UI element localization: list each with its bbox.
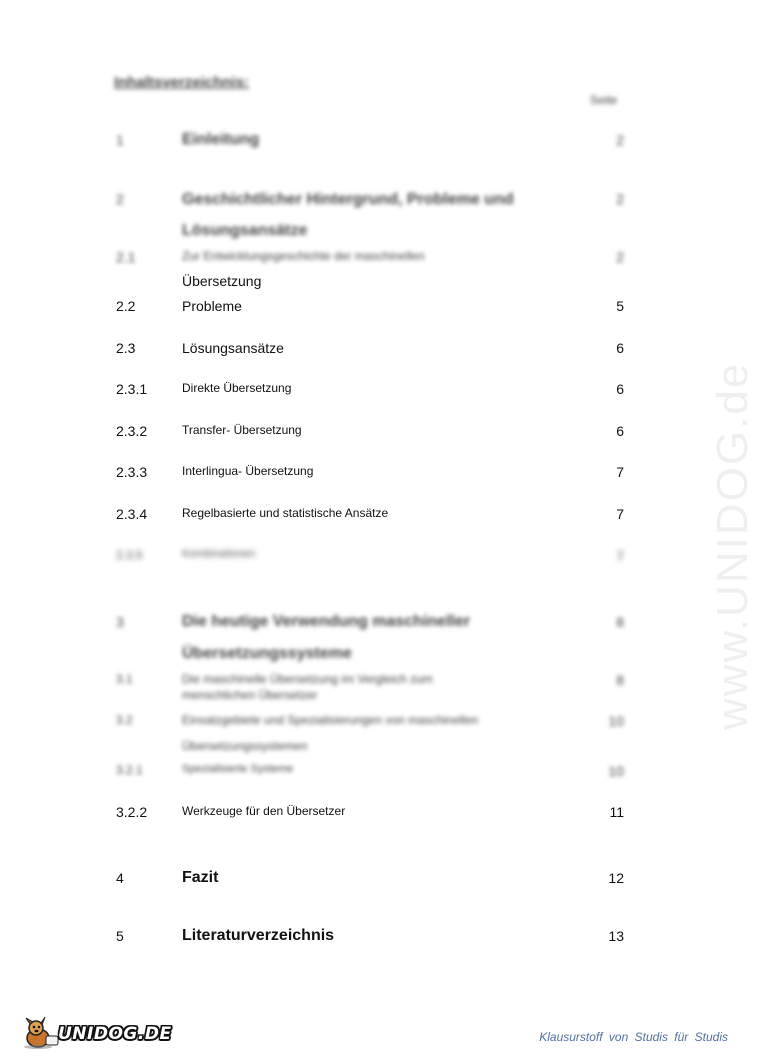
entry-page: 7 — [616, 464, 624, 480]
entry-page: 8 — [616, 614, 624, 630]
entry-number: 3.2.2 — [116, 804, 148, 820]
entry-page: 7 — [616, 506, 624, 522]
toc-title: Inhaltsverzeichnis: — [114, 74, 250, 91]
entry-page: 2 — [616, 191, 624, 207]
entry-title: Spezialisierte Systeme — [182, 763, 294, 775]
dog-icon — [22, 1016, 62, 1050]
entry-number: 5 — [116, 928, 124, 944]
entry-title-line1: Einsatzgebiete und Spezialisierungen von maschinellen — [182, 713, 479, 727]
entry-page: 6 — [616, 340, 624, 356]
entry-number: 4 — [116, 870, 124, 886]
entry-page: 10 — [608, 713, 624, 729]
entry-number: 1 — [116, 132, 124, 148]
entry-number: 2.2 — [116, 298, 136, 314]
entry-title: Transfer- Übersetzung — [182, 423, 302, 437]
entry-number: 2.3.3 — [116, 464, 148, 480]
entry-number: 3.2.1 — [116, 763, 143, 777]
entry-page: 5 — [616, 298, 624, 314]
entry-page: 8 — [616, 672, 624, 688]
entry-page: 6 — [616, 423, 624, 439]
entry-title: Regelbasierte und statistische Ansätze — [182, 506, 389, 520]
unidog-logo[interactable] — [22, 1016, 172, 1050]
entry-number: 3.1 — [116, 672, 133, 686]
entry-page: 12 — [608, 870, 624, 886]
entry-page: 13 — [608, 928, 624, 944]
footer-slogan: Klausurstoff von Studis für Studis — [539, 1030, 728, 1044]
entry-page: 6 — [616, 381, 624, 397]
entry-title-line2: Übersetzung — [182, 273, 262, 289]
entry-page: 11 — [609, 804, 624, 820]
entry-title: Literaturverzeichnis — [182, 927, 335, 944]
entry-title: Direkte Übersetzung — [182, 381, 292, 395]
entry-title-line1: Zur Entwicklungsgeschichte der maschinellen — [182, 249, 425, 263]
entry-title: Probleme — [182, 298, 242, 314]
entry-number: 3 — [116, 614, 124, 630]
entry-page: 10 — [608, 763, 624, 779]
entry-title-line2: Übersetzungssysteme — [182, 645, 352, 662]
entry-number: 2.1 — [116, 249, 136, 265]
entry-page: 2 — [616, 132, 624, 148]
entry-number: 2.3.2 — [116, 423, 148, 439]
entry-title: Lösungsansätze — [182, 340, 284, 356]
page-column-header: Seite — [590, 93, 618, 107]
entry-title-line1: Die heutige Verwendung maschineller — [182, 613, 471, 630]
logo-text: UNIDOG.DE — [58, 1024, 172, 1044]
entry-number: 2.3.5 — [116, 548, 143, 562]
entry-number: 2.3.4 — [116, 506, 148, 522]
entry-title-line2: Lösungsansätze — [182, 222, 308, 239]
entry-title: Kombinationen — [182, 548, 256, 560]
entry-page: 7 — [616, 548, 624, 564]
watermark: www.UNIDOG.de — [708, 361, 757, 730]
entry-number: 2 — [116, 191, 124, 207]
entry-title: Werkzeuge für den Übersetzer — [182, 804, 346, 818]
entry-title: Fazit — [182, 869, 219, 886]
entry-number: 3.2 — [116, 713, 133, 727]
entry-title-line2: menschlichen Übersetzer — [182, 688, 318, 702]
entry-title-line1: Geschichtlicher Hintergrund, Probleme und — [182, 191, 514, 208]
entry-title: Interlingua- Übersetzung — [182, 464, 314, 478]
entry-title-line2: Übersetzungssystemen — [182, 739, 308, 753]
entry-page: 2 — [616, 249, 624, 265]
entry-number: 2.3 — [116, 340, 136, 356]
entry-title: Einleitung — [182, 131, 260, 148]
entry-number: 2.3.1 — [116, 381, 148, 397]
entry-title-line1: Die maschinelle Übersetzung im Vergleich zum — [182, 672, 433, 686]
